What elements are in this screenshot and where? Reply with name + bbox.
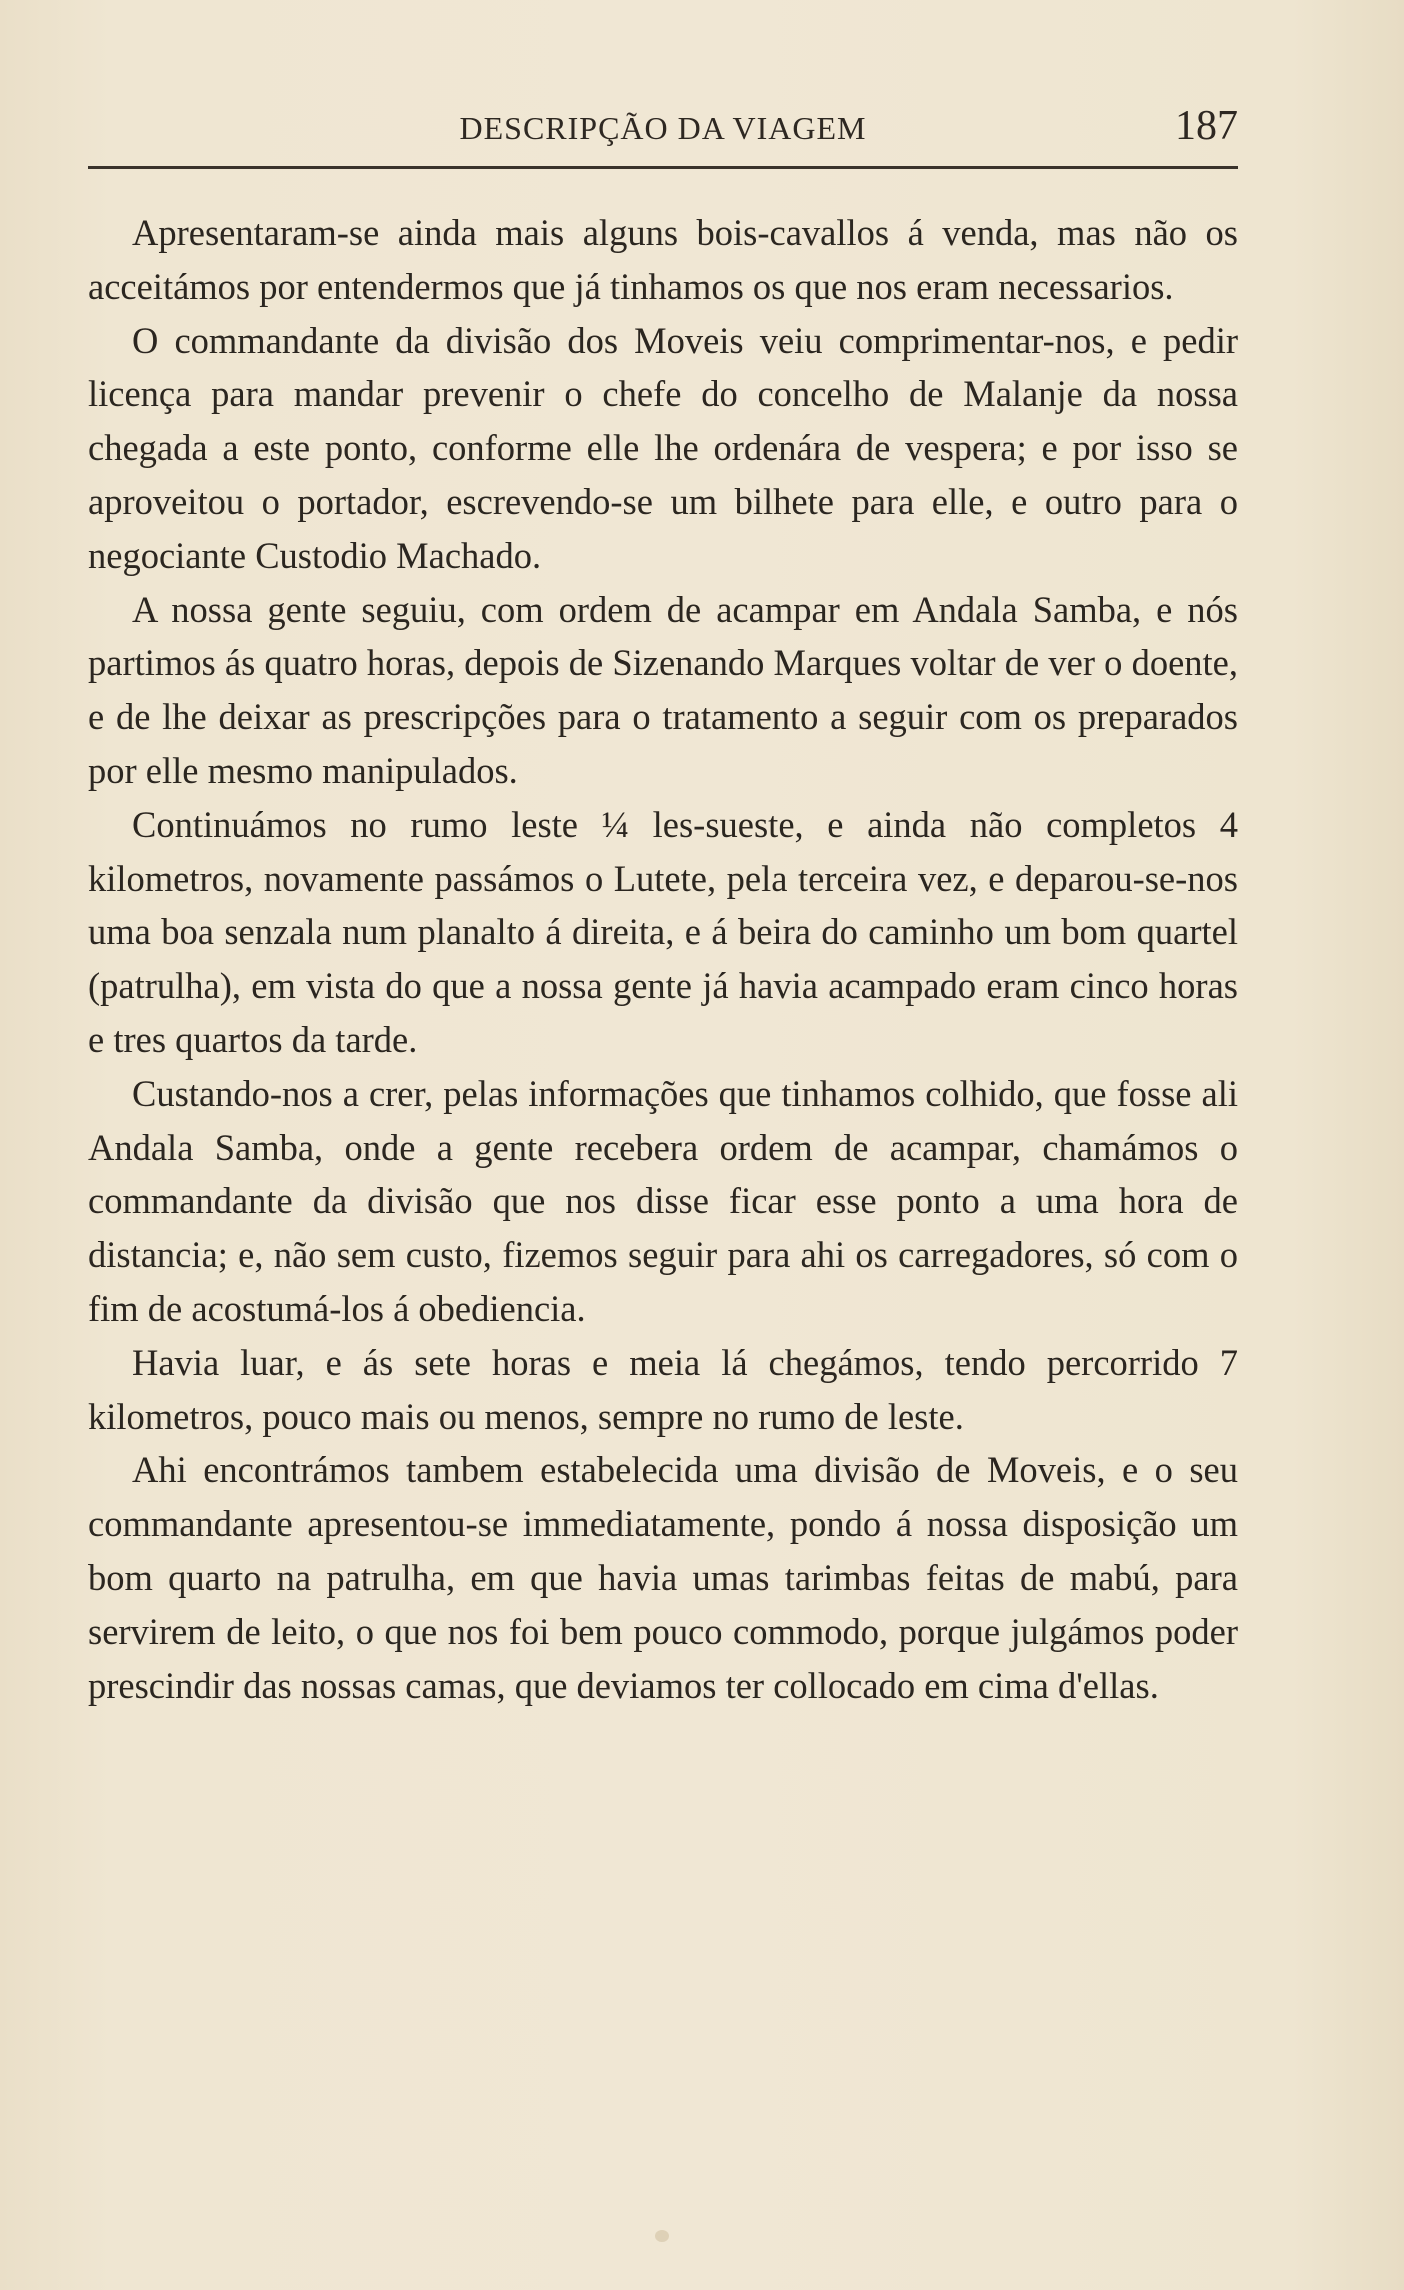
header-rule bbox=[88, 166, 1238, 169]
paragraph-5: Custando-nos a crer, pelas informações que tinhamos colhido, que fosse ali Andala Samba, onde a gente recebera ordem de acampar, chamámos o commandante da divisão que nos disse ficar esse ponto a uma hora de distancia; e, não sem custo, fizemos seguir para ahi os carregadores, só com o fim de acostumá-los á obediencia. bbox=[88, 1072, 1238, 1329]
body-text bbox=[88, 206, 1238, 1712]
paragraph-1: Apresentaram-se ainda mais alguns bois-cavallos á venda, mas não os acceitámos por entendermos que já tinhamos os que nos eram necessarios. bbox=[88, 212, 1238, 307]
running-title: DESCRIPÇÃO DA VIAGEM bbox=[459, 110, 867, 146]
page-number: 187 bbox=[1175, 103, 1238, 149]
paragraph-6: Havia luar, e ás sete horas e meia lá chegámos, tendo percorrido 7 kilometros, pouco mais ou menos, sempre no rumo de leste. bbox=[88, 1341, 1238, 1437]
paragraph-4: Continuámos no rumo leste ¼ les-sueste, e ainda não completos 4 kilometros, novamente passámos o Lutete, pela terceira vez, e deparou-se-nos uma boa senzala num planalto á direita, e á beira do caminho um bom quartel (patrulha), em vista do que a nossa gente já havia acampado eram cinco horas e tres quartos da tarde. bbox=[88, 803, 1238, 1060]
paragraph-3: A nossa gente seguiu, com ordem de acampar em Andala Samba, e nós partimos ás quatro horas, depois de Sizenando Marques voltar de ver o doente, e de lhe deixar as prescripções para o tratamento a seguir com os preparados por elle mesmo manipulados. bbox=[88, 588, 1238, 791]
running-head bbox=[88, 100, 1238, 164]
paragraph-7: Ahi encontrámos tambem estabelecida uma divisão de Moveis, e o seu commandante apresentou-se immediatamente, pondo á nossa disposição um bom quarto na patrulha, em que havia umas tarimbas feitas de mabú, para servirem de leito, o que nos foi bem pouco commodo, porque julgámos poder prescindir das nossas camas, que deviamos ter collocado em cima d'ellas. bbox=[88, 1449, 1238, 1706]
paragraph-2: O commandante da divisão dos Moveis veiu comprimentar-nos, e pedir licença para mandar prevenir o chefe do concelho de Malanje da nossa chegada a este ponto, conforme elle lhe ordenára de vespera; e por isso se aproveitou o portador, escrevendo-se um bilhete para elle, e outro para o negociante Custodio Machado. bbox=[88, 319, 1238, 576]
paper-smudge bbox=[655, 2230, 669, 2242]
